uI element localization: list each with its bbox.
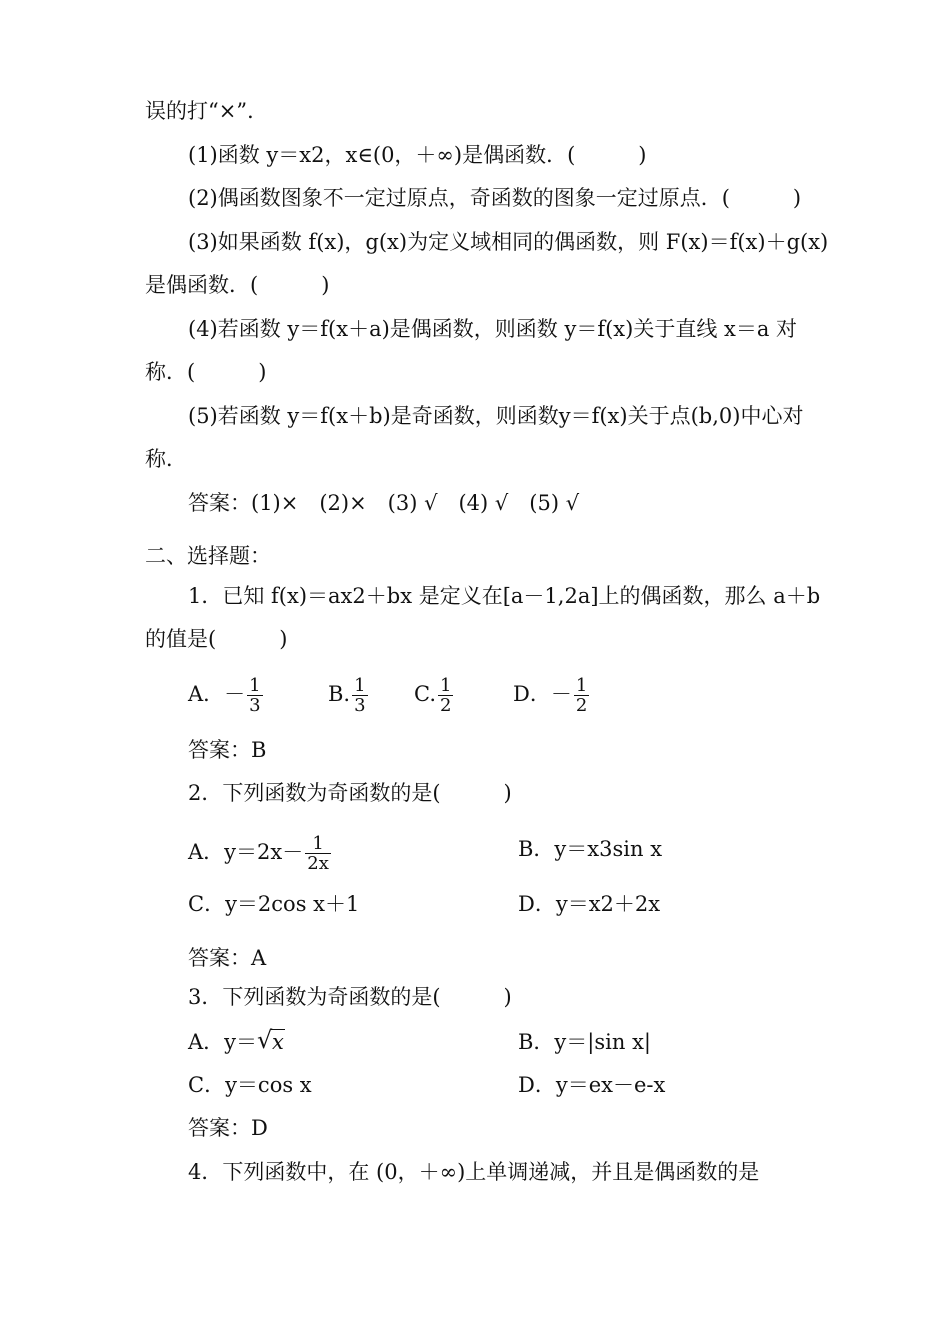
fraction: $\frac{1}{3}$ (354, 675, 366, 716)
intro-line: 误的打“×”． (145, 99, 269, 123)
section-heading: 二、选择题： (145, 544, 271, 568)
fraction: $\frac{1}{3}$ (249, 675, 261, 716)
q2-answer: 答案：A (188, 946, 267, 970)
sqrt-symbol: √ x (257, 1026, 284, 1054)
option-label: C. (414, 682, 436, 706)
q3-option-d: D．y＝ex－e-x (518, 1073, 666, 1097)
q2-option-a (188, 834, 333, 873)
judge-item-3-line1: (3)如果函数 f(x)，g(x)为定义域相同的偶函数，则 F(x)＝f(x)＋g(x) (188, 230, 829, 254)
judge-item-5-line1: (5)若函数 y＝f(x＋b)是奇函数，则函数y＝f(x)关于点(b,0)中心对 (188, 404, 804, 428)
q1-option-d (513, 676, 591, 715)
fraction: $\frac{1}{2}$ (440, 675, 452, 716)
q4-stem: 4．下列函数中，在 (0，＋∞)上单调递减，并且是偶函数的是 (188, 1160, 760, 1184)
q1-stem-line2: 的值是( ) (145, 627, 288, 651)
q1-option-b (328, 676, 370, 715)
judge-item-2: (2)偶函数图象不一定过原点，奇函数的图象一定过原点．( ) (188, 186, 802, 210)
option-label: D．－ (513, 682, 572, 706)
option-label: B. (328, 682, 351, 706)
q3-stem: 3．下列函数为奇函数的是( ) (188, 985, 512, 1009)
fraction: $\frac{1}{2}$ (575, 675, 588, 716)
option-label: A．y＝ (188, 1030, 258, 1054)
q1-answer: 答案：B (188, 738, 267, 762)
q3-option-c: C．y＝cos x (188, 1073, 312, 1097)
q2-option-b: B．y＝x3sin x (518, 837, 663, 861)
fraction: $\frac{1}{2x}$ (307, 833, 329, 874)
q1-stem-line1: 1．已知 f(x)＝ax2＋bx 是定义在[a－1,2a]上的偶函数，那么 a＋b (188, 584, 821, 608)
judge-answer: 答案：(1)× (2)× (3) √ (4) √ (5) √ (188, 491, 580, 515)
option-expression: y＝2x－ (224, 840, 304, 864)
judge-item-1: (1)函数 y＝x2，x∈(0，＋∞)是偶函数．( ) (188, 143, 647, 167)
q1-option-a (188, 676, 265, 715)
judge-item-3-line2: 是偶函数．( ) (145, 273, 330, 297)
q3-option-a (188, 1027, 285, 1057)
q2-stem: 2．下列函数为奇函数的是( ) (188, 781, 512, 805)
option-label: A． (188, 840, 225, 864)
option-label: A．－ (188, 682, 246, 706)
q1-option-c (414, 676, 455, 715)
q2-option-d: D．y＝x2＋2x (518, 892, 661, 916)
judge-item-4-line1: (4)若函数 y＝f(x＋a)是偶函数，则函数 y＝f(x)关于直线 x＝a 对 (188, 317, 798, 341)
judge-item-5-line2: 称． (145, 447, 187, 471)
judge-item-4-line2: 称．( ) (145, 360, 267, 384)
q3-option-b: B．y＝|sin x| (518, 1030, 651, 1054)
q3-answer: 答案：D (188, 1116, 268, 1140)
q2-option-c: C．y＝2cos x＋1 (188, 892, 360, 916)
